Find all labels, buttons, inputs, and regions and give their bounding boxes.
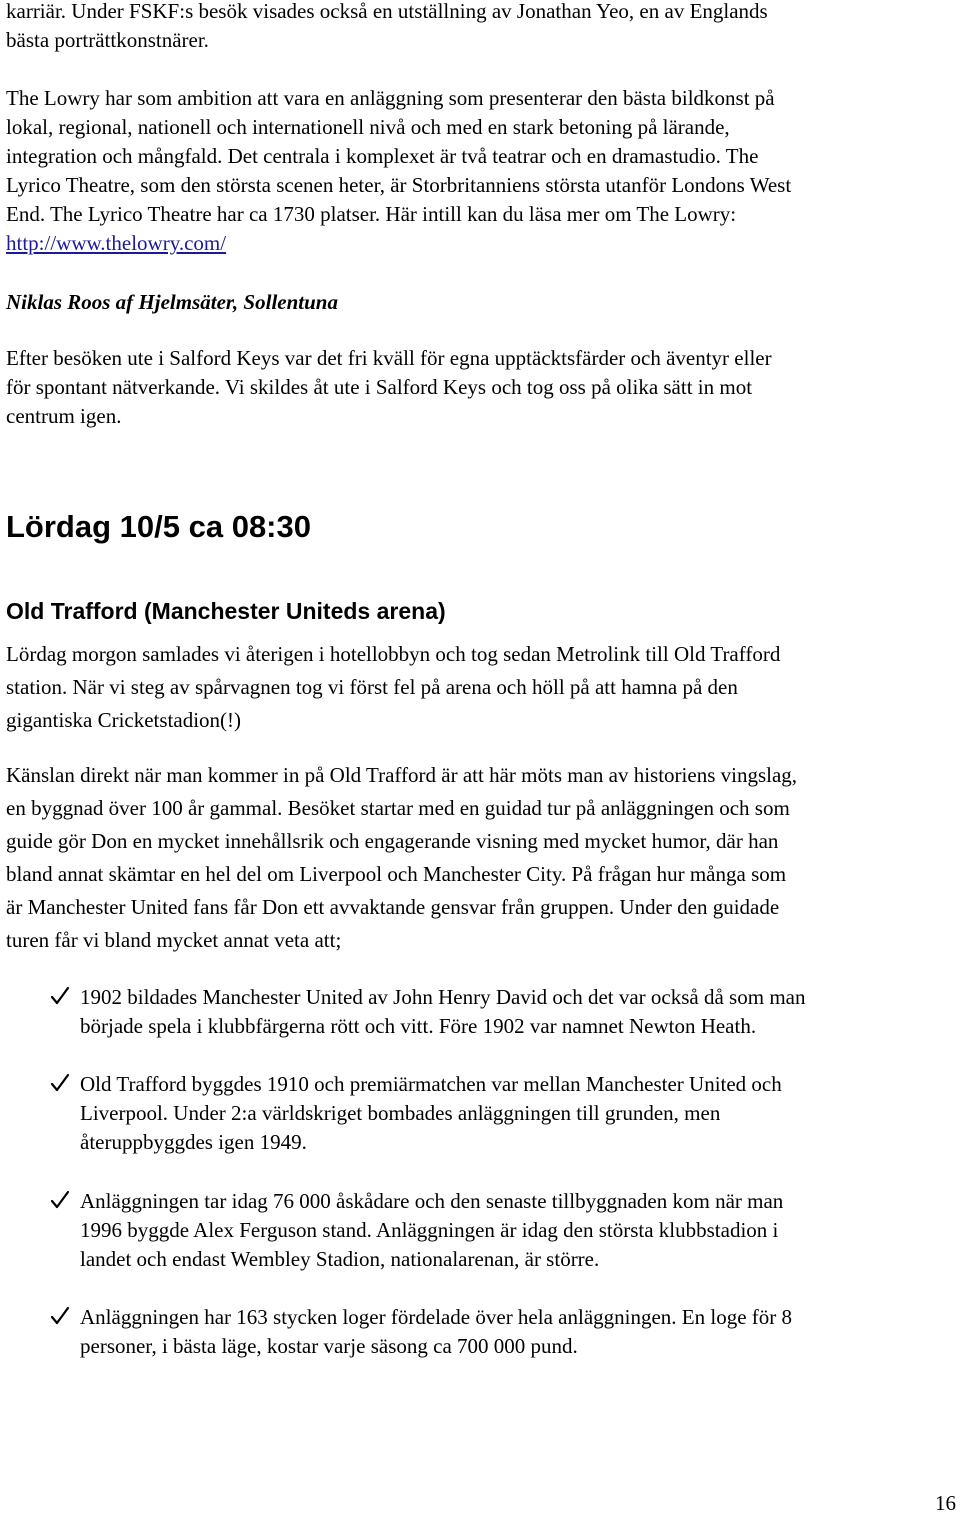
- lowry-paragraph: [6, 84, 791, 258]
- text-line: 1996 byggde Alex Ferguson stand. Anläggningen är idag den största klubbstadion i: [80, 1218, 779, 1242]
- checkmark-icon: [50, 1190, 70, 1210]
- section-heading: Old Trafford (Manchester Uniteds arena): [6, 598, 446, 624]
- page-number: 16: [935, 1491, 956, 1515]
- fact-text: [80, 983, 805, 1041]
- text-line: återuppbyggdes igen 1949.: [80, 1130, 307, 1154]
- feeling-paragraph: [6, 759, 797, 957]
- text-line: station. När vi steg av spårvagnen tog vi först fel på arena och höll på att hamna på den: [6, 675, 738, 699]
- evening-paragraph: [6, 344, 772, 431]
- text-line: The Lowry har som ambition att vara en anläggning som presenterar den bästa bildkonst på: [6, 86, 775, 110]
- text-line: Anläggningen har 163 stycken loger fördelade över hela anläggningen. En loge för 8: [80, 1305, 793, 1329]
- text-line: är Manchester United fans får Don ett avvaktande gensvar från gruppen. Under den guidade: [6, 895, 780, 919]
- text-line: End. The Lyrico Theatre har ca 1730 platser. Här intill kan du läsa mer om The Lowry:: [6, 202, 737, 226]
- text-line: lokal, regional, nationell och internationell nivå och med en stark betoning på lärande,: [6, 115, 730, 139]
- text-line: för spontant nätverkande. Vi skildes åt ute i Salford Keys och tog oss på olika sätt in mot: [6, 375, 753, 399]
- text-line: 1902 bildades Manchester United av John Henry David och det var också då som man: [80, 985, 806, 1009]
- text-line: bästa porträttkonstnärer.: [6, 28, 209, 52]
- text-line: turen får vi bland mycket annat veta att;: [6, 928, 342, 952]
- text-line: guide gör Don en mycket innehållsrik och engagerande visning med mycket humor, där han: [6, 829, 779, 853]
- text-line: Känslan direkt när man kommer in på Old Trafford är att här möts man av historiens vingslag,: [6, 763, 798, 787]
- author-byline: Niklas Roos af Hjelmsäter, Sollentuna: [6, 290, 338, 314]
- fact-text: [80, 1187, 783, 1274]
- text-line: personer, i bästa läge, kostar varje säsong ca 700 000 pund.: [80, 1334, 578, 1358]
- text-line: började spela i klubbfärgerna rött och vitt. Före 1902 var namnet Newton Heath.: [80, 1014, 757, 1038]
- text-line: Lyrico Theatre, som den största scenen heter, är Storbritanniens största utanför Londons West: [6, 173, 792, 197]
- checkmark-icon: [50, 1306, 70, 1326]
- text-line: centrum igen.: [6, 404, 122, 428]
- text-line: Liverpool. Under 2:a världskriget bombades anläggningen till grunden, men: [80, 1101, 721, 1125]
- checkmark-icon: [50, 1073, 70, 1093]
- intro-paragraph: [6, 0, 768, 55]
- lowry-link[interactable]: http://www.thelowry.com/: [6, 231, 227, 255]
- text-line: en byggnad över 100 år gammal. Besöket startar med en guidad tur på anläggningen och som: [6, 796, 790, 820]
- text-line: integration och mångfald. Det centrala i komplexet är två teatrar och en dramastudio. The: [6, 144, 759, 168]
- text-line: Efter besöken ute i Salford Keys var det fri kväll för egna upptäcktsfärder och äventyr eller: [6, 346, 772, 370]
- text-line: gigantiska Cricketstadion(!): [6, 708, 242, 732]
- checkmark-icon: [50, 986, 70, 1006]
- text-line: Lördag morgon samlades vi återigen i hotellobbyn och tog sedan Metrolink till Old Trafford: [6, 642, 781, 666]
- fact-text: [80, 1303, 792, 1361]
- fact-text: [80, 1070, 782, 1157]
- text-line: landet och endast Wembley Stadion, nationalarenan, är större.: [80, 1247, 600, 1271]
- text-line: Anläggningen tar idag 76 000 åskådare och den senaste tillbyggnaden kom när man: [80, 1189, 784, 1213]
- text-line: Old Trafford byggdes 1910 och premiärmatchen var mellan Manchester United och: [80, 1072, 782, 1096]
- day-heading: Lördag 10/5 ca 08:30: [6, 509, 311, 544]
- text-line: bland annat skämtar en hel del om Liverpool och Manchester City. På frågan hur många som: [6, 862, 787, 886]
- morning-paragraph: [6, 638, 780, 737]
- text-line: karriär. Under FSKF:s besök visades också en utställning av Jonathan Yeo, en av Englands: [6, 0, 768, 23]
